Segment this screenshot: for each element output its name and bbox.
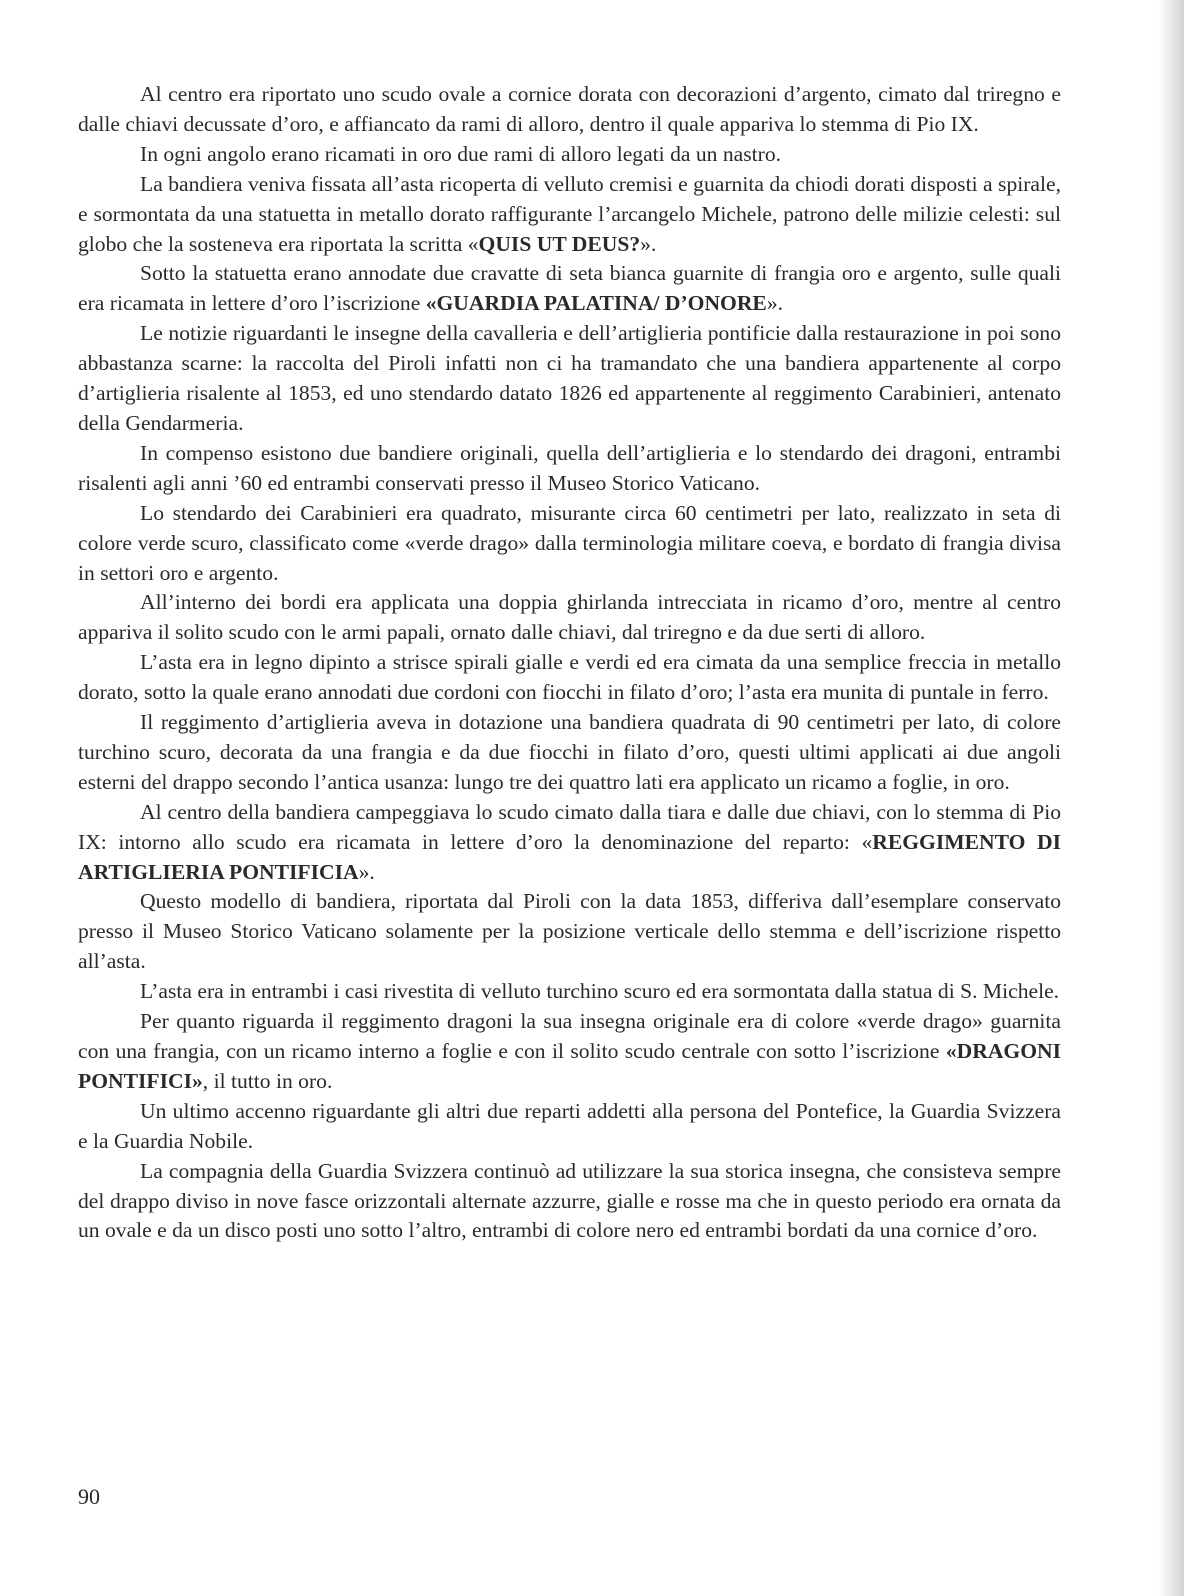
paragraph-text: L’asta era in entrambi i casi rivestita di velluto turchino scuro ed era sormontata dalla statua di S. Michele. <box>140 979 1060 1004</box>
paragraph-text: Al centro era riportato uno scudo ovale a cornice dorata con decorazioni d’argento, cimato dal triregno e dalle chiavi decussate d’oro, e affiancato da rami di alloro, dentro il quale appariva lo stemma di Pio IX. <box>78 82 1061 136</box>
paragraph <box>78 1097 1061 1157</box>
paragraph-text: Un ultimo accenno riguardante gli altri due reparti addetti alla persona del Pontefice, la Guardia Svizzera e la Guardia Nobile. <box>78 1098 1061 1153</box>
paragraph <box>78 588 1061 648</box>
paragraph-text: All’interno dei bordi era applicata una doppia ghirlanda intrecciata in ricamo d’oro, mentre al centro appariva il solito scudo con le armi papali, ornato dalle chiavi, dal triregno e da due serti di alloro. <box>78 590 1061 645</box>
paragraph-text: Questo modello di bandiera, riportata dal Piroli con la data 1853, differiva dall’esemplare conservato presso il Museo Storico Vaticano solamente per la posizione verticale dello stemma e dell’iscrizione rispetto all’asta. <box>78 889 1061 974</box>
paragraph-text: Lo stendardo dei Carabinieri era quadrato, misurante circa 60 centimetri per lato, realizzato in seta di colore verde scuro, classificato come «verde drago» dalla terminologia militare coeva, e bordato di frangia divisa in settori oro e argento. <box>78 500 1061 585</box>
paragraph <box>78 708 1061 798</box>
paragraph-text: ». <box>766 291 784 316</box>
paragraph <box>78 140 1061 170</box>
paragraph <box>78 439 1061 499</box>
paragraph-text: Al centro della bandiera campeggiava lo scudo cimato dalla tiara e dalle due chiavi, con lo stemma di Pio IX: intorno allo scudo era ricamata in lettere d’oro la denominazione del reparto: « <box>78 799 1061 854</box>
paragraph <box>78 499 1061 589</box>
paragraph <box>78 319 1061 439</box>
paragraph <box>78 648 1061 708</box>
paragraph-text: ». <box>640 231 657 256</box>
paragraph <box>78 798 1061 888</box>
paragraph-text: La bandiera veniva fissata all’asta ricoperta di velluto cremisi e guarnita da chiodi dorati disposti a spirale, e sormontata da una statuetta in metallo dorato raffigurante l’arcangelo Michele, patrono delle milizie celesti: sul globo che la sosteneva era riportata la scritta « <box>78 171 1061 256</box>
paragraph-text: L’asta era in legno dipinto a strisce spirali gialle e verdi ed era cimata da una semplice freccia in metallo dorato, sotto la quale erano annodati due cordoni con fiocchi in filato d’oro; l’asta era munita di puntale in ferro. <box>78 650 1061 705</box>
bold-inscription: QUIS UT DEUS? <box>478 231 641 256</box>
text-body <box>78 80 1061 1246</box>
paragraph <box>78 259 1061 319</box>
paragraph-text: Il reggimento d’artiglieria aveva in dotazione una bandiera quadrata di 90 centimetri per lato, di colore turchino scuro, decorata da una frangia e da due fiocchi in filato d’oro, questi ultimi applicati ai due angoli esterni del drappo secondo l’antica usanza: lungo tre dei quattro lati era applicato un ricamo a foglie, in oro. <box>78 710 1061 794</box>
paragraph-text: Le notizie riguardanti le insegne della cavalleria e dell’artiglieria pontificie dalla restaurazione in poi sono abbastanza scarne: la raccolta del Piroli infatti non ci ha tramandato che una bandiera appartenente al corpo d’artiglieria risalente al 1853, ed uno stendardo datato 1826 ed appartenente al reggimento Carabinieri, antenato della Gendarmeria. <box>78 321 1061 435</box>
paragraph <box>78 887 1061 977</box>
page-number: 90 <box>78 1484 100 1509</box>
paragraph-text: Sotto la statuetta erano annodate due cravatte di seta bianca guarnite di frangia oro e argento, sulle quali era ricamata in lettere d’oro l’iscrizione <box>78 261 1061 316</box>
bold-inscription: «DRAGONI PONTIFICI» <box>78 1039 1061 1093</box>
paragraph-text: In compenso esistono due bandiere originali, quella dell’artiglieria e lo stendardo dei dragoni, entrambi risalenti agli anni ’60 ed entrambi conservati presso il Museo Storico Vaticano. <box>78 440 1061 495</box>
page-edge-shadow <box>1158 0 1184 1596</box>
paragraph-text: ». <box>358 859 375 884</box>
paragraph <box>78 80 1061 140</box>
paragraph <box>78 1007 1061 1097</box>
paragraph <box>78 170 1061 260</box>
bold-inscription: REGGIMENTO DI ARTIGLIERIA PONTIFICIA <box>78 829 1061 884</box>
paragraph-text: , il tutto in oro. <box>202 1068 333 1093</box>
paragraph-text: In ogni angolo erano ricamati in oro due rami di alloro legati da un nastro. <box>140 141 782 166</box>
paragraph <box>78 977 1061 1007</box>
paragraph <box>78 1157 1061 1247</box>
paragraph-text: Per quanto riguarda il reggimento dragoni la sua insegna originale era di colore «verde drago» guarnita con una frangia, con un ricamo interno a foglie e con il solito scudo centrale con sotto l’iscrizione <box>78 1009 1061 1063</box>
paragraph-text: La compagnia della Guardia Svizzera continuò ad utilizzare la sua storica insegna, che consisteva sempre del drappo diviso in nove fasce orizzontali alternate azzurre, gialle e rosse ma che in questo periodo era ornata da un ovale e da un disco posti uno sotto l’altro, entrambi di colore nero ed entrambi bordati da una cornice d’oro. <box>78 1158 1061 1243</box>
bold-inscription: «GUARDIA PALATINA/ D’ONORE <box>425 291 767 316</box>
